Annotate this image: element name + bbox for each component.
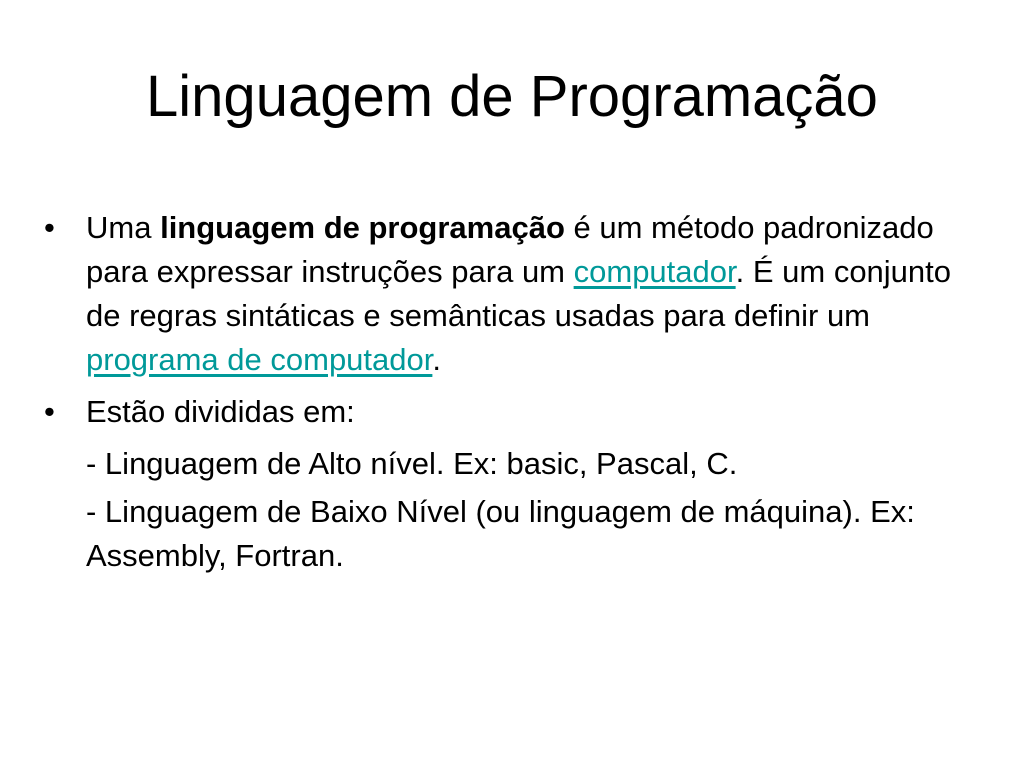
link-programa-de-computador[interactable]: programa de computador (86, 342, 433, 377)
bullet-text: . É um conjunto de regras sintáticas e semânticas usadas para definir um (86, 254, 952, 333)
bullet-text: . (432, 342, 441, 377)
bullet-item-divisions (44, 390, 954, 434)
bullet-text: Uma (86, 210, 161, 245)
bullet-dot-icon: • (44, 394, 55, 429)
slide-content (44, 206, 954, 582)
bullet-item-definition (44, 206, 954, 382)
link-computador[interactable]: computador (573, 254, 736, 289)
sub-item-low-level: - Linguagem de Baixo Nível (ou linguagem de máquina). Ex: Assembly, Fortran. (86, 494, 915, 573)
bullet-text: é um método padronizado para expressar instruções para um (86, 210, 934, 289)
sub-item-high-level: - Linguagem de Alto nível. Ex: basic, Pascal, C. (86, 446, 738, 481)
bullet-text: Estão divididas em: (86, 394, 355, 429)
bullet-dot-icon: • (44, 210, 55, 245)
bold-term: linguagem de programação (160, 210, 565, 245)
slide-title: Linguagem de Programação (146, 64, 878, 129)
